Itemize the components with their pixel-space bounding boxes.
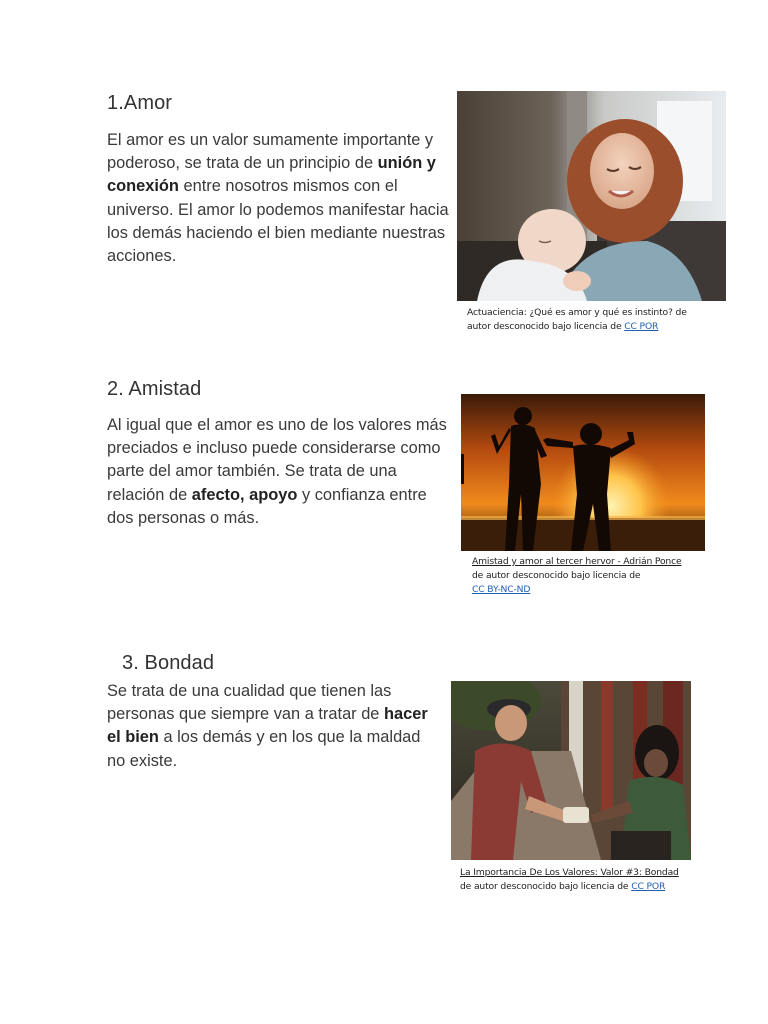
caption-source: Actuaciencia: ¿Qué es amor y qué es instinto? — [467, 307, 673, 318]
text: El amor es un valor sumamente importante y poderoso, se trata de un principio de — [107, 131, 434, 173]
text: entre nosotros mismos con el universo. El amor lo podemos manifestar hacia los demás haciendo el bien mediante nuestras acciones. — [107, 177, 449, 266]
text-bold: unión y conexión — [107, 154, 436, 196]
caption-source[interactable]: Amistad y amor al tercer hervor - Adrián Ponce — [472, 556, 682, 567]
heading-amistad: 2. Amistad — [107, 378, 202, 400]
license-link[interactable]: CC POR — [631, 881, 666, 892]
heading-amor: 1.Amor — [107, 92, 173, 114]
text: Al igual que el amor es uno de los valores más preciados e incluso puede considerarse como parte del amor también. Se trata de una relación de — [107, 416, 447, 504]
paragraph-amistad — [107, 414, 452, 530]
license-link[interactable]: CC BY-NC-ND — [472, 584, 531, 595]
caption-text: de autor desconocido bajo licencia de — [460, 881, 632, 892]
image-amistad — [461, 394, 705, 551]
text: Se trata de una cualidad que tienen las personas que siempre van a tratar de — [107, 682, 392, 724]
image-amor — [457, 91, 726, 301]
text-bold: hacer el bien — [107, 705, 428, 747]
caption-amor — [467, 306, 707, 334]
text: a los demás y en los que la maldad no existe. — [107, 728, 421, 770]
license-link[interactable]: CC POR — [624, 321, 659, 332]
caption-bondad — [460, 866, 682, 894]
text-bold: afecto, apoyo — [191, 485, 298, 504]
heading-bondad: 3. Bondad — [122, 652, 215, 674]
caption-amistad — [472, 555, 704, 597]
text: y confianza entre dos personas o más. — [107, 485, 427, 527]
image-bondad — [451, 681, 691, 860]
paragraph-amor — [107, 129, 452, 268]
caption-text: de autor desconocido bajo licencia de — [472, 570, 641, 581]
paragraph-bondad — [107, 680, 437, 773]
caption-text: de autor desconocido bajo licencia de — [467, 307, 687, 332]
caption-source[interactable]: La Importancia De Los Valores: Valor #3: Bondad — [460, 867, 679, 878]
